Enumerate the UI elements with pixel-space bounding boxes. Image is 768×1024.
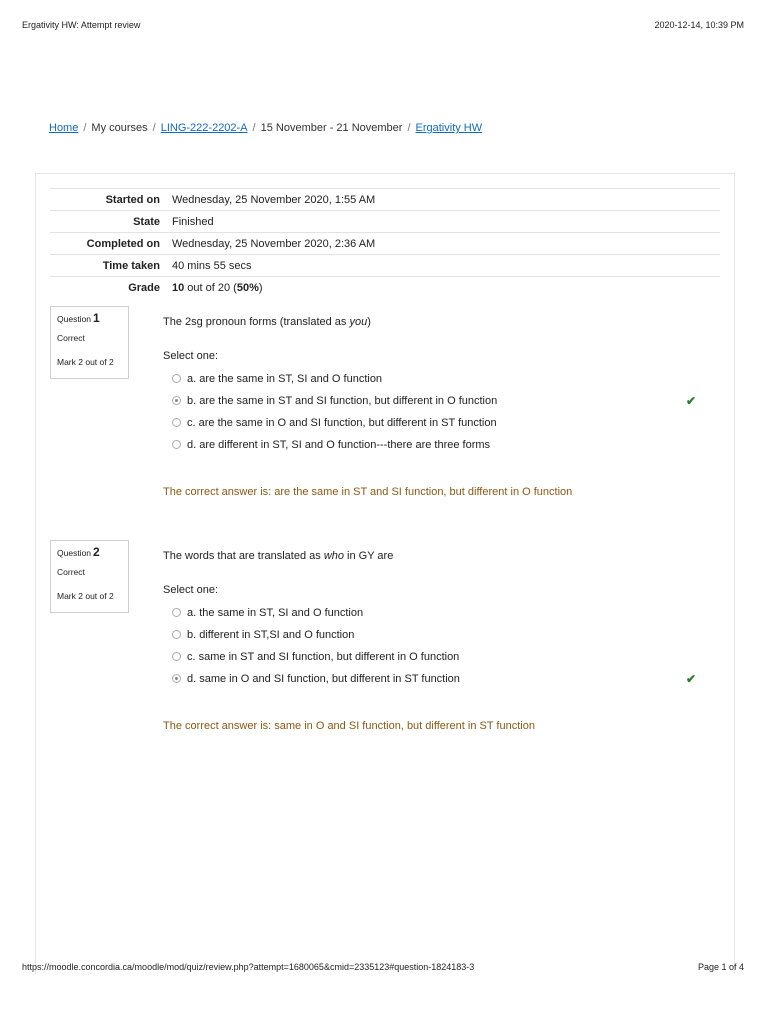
question-1-content <box>163 316 723 498</box>
breadcrumb-separator: / <box>83 122 87 134</box>
answer-option[interactable] <box>163 368 723 390</box>
state-value: Finished <box>172 215 214 228</box>
print-footer <box>22 962 744 972</box>
answer-list <box>163 368 723 456</box>
question-text-emphasis: who <box>323 550 344 562</box>
radio-icon[interactable] <box>172 418 181 427</box>
page-number: Page 1 of 4 <box>697 962 744 972</box>
question-word: Question <box>57 314 92 324</box>
radio-icon[interactable] <box>172 374 181 383</box>
question-2-info <box>50 540 129 613</box>
summary-row-state <box>50 211 720 233</box>
radio-icon[interactable] <box>172 630 181 639</box>
grade-score: 10 <box>172 281 185 294</box>
select-one-prompt: Select one: <box>163 584 219 596</box>
answer-option[interactable] <box>163 412 723 434</box>
summary-row-completed <box>50 233 720 255</box>
select-one-prompt: Select one: <box>163 350 219 362</box>
correct-answer-feedback: The correct answer is: are the same in ST and SI function, but different in O function <box>163 486 573 498</box>
breadcrumb <box>49 122 482 134</box>
answer-list <box>163 602 723 690</box>
grade-end: ) <box>258 281 263 294</box>
question-number: 1 <box>93 311 100 325</box>
answer-label: b. different in ST,SI and O function <box>187 629 355 641</box>
time-label: Time taken <box>102 259 160 272</box>
radio-selected-icon[interactable] <box>172 674 181 683</box>
print-title: Ergativity HW: Attempt review <box>22 20 141 30</box>
question-mark: Mark 2 out of 2 <box>57 591 114 601</box>
question-status: Correct <box>57 567 85 577</box>
question-text-part: The 2sg pronoun forms (translated as <box>163 316 350 328</box>
answer-label: b. are the same in ST and SI function, but different in O function <box>187 395 498 407</box>
question-word: Question <box>57 548 92 558</box>
question-mark: Mark 2 out of 2 <box>57 357 114 367</box>
print-header <box>22 20 744 30</box>
answer-option[interactable] <box>163 668 723 690</box>
started-label: Started on <box>105 193 160 206</box>
breadcrumb-my-courses: My courses <box>91 122 148 134</box>
completed-value: Wednesday, 25 November 2020, 2:36 AM <box>172 237 376 250</box>
grade-label: Grade <box>128 281 160 294</box>
question-2-content <box>163 550 723 732</box>
answer-label: a. are the same in ST, SI and O function <box>187 373 383 385</box>
grade-value <box>166 277 720 299</box>
question-text-emphasis: you <box>349 316 368 328</box>
quiz-review-card <box>35 173 735 974</box>
question-status: Correct <box>57 333 85 343</box>
print-datetime: 2020-12-14, 10:39 PM <box>654 20 744 30</box>
state-label: State <box>133 215 160 228</box>
breadcrumb-home-link[interactable]: Home <box>49 122 79 134</box>
radio-selected-icon[interactable] <box>172 396 181 405</box>
answer-label: d. are different in ST, SI and O function---there are three forms <box>187 439 491 451</box>
answer-option[interactable] <box>163 390 723 412</box>
breadcrumb-separator: / <box>252 122 256 134</box>
answer-label: c. same in ST and SI function, but different in O function <box>187 651 460 663</box>
breadcrumb-quiz-link[interactable]: Ergativity HW <box>415 122 483 134</box>
started-value: Wednesday, 25 November 2020, 1:55 AM <box>172 193 376 206</box>
answer-option[interactable] <box>163 434 723 456</box>
answer-label: d. same in O and SI function, but different in ST function <box>187 673 460 685</box>
question-number: 2 <box>93 545 100 559</box>
question-text <box>163 316 723 328</box>
summary-row-grade <box>50 277 720 299</box>
completed-label: Completed on <box>86 237 160 250</box>
grade-mid: out of 20 ( <box>184 281 237 294</box>
page-url: https://moodle.concordia.ca/moodle/mod/quiz/review.php?attempt=1680065&cmid=2335123#question-1824183-3 <box>22 962 475 972</box>
answer-option[interactable] <box>163 624 723 646</box>
correct-answer-feedback: The correct answer is: same in O and SI function, but different in ST function <box>163 720 535 732</box>
question-text-part: in GY are <box>344 550 394 562</box>
question-text-part: ) <box>367 316 371 328</box>
breadcrumb-separator: / <box>152 122 156 134</box>
breadcrumb-course-link[interactable]: LING-222-2202-A <box>160 122 248 134</box>
radio-icon[interactable] <box>172 440 181 449</box>
correct-check-icon: ✔ <box>686 672 697 686</box>
answer-option[interactable] <box>163 646 723 668</box>
summary-row-started <box>50 189 720 211</box>
correct-check-icon: ✔ <box>686 394 697 408</box>
radio-icon[interactable] <box>172 608 181 617</box>
answer-label: a. the same in ST, SI and O function <box>187 607 364 619</box>
breadcrumb-week: 15 November - 21 November <box>260 122 403 134</box>
time-value: 40 mins 55 secs <box>172 259 252 272</box>
answer-label: c. are the same in O and SI function, but different in ST function <box>187 417 497 429</box>
summary-row-time <box>50 255 720 277</box>
grade-percent: 50% <box>236 281 259 294</box>
question-text-part: The words that are translated as <box>163 550 324 562</box>
question-text <box>163 550 723 562</box>
breadcrumb-separator: / <box>407 122 411 134</box>
question-1-info <box>50 306 129 379</box>
answer-option[interactable] <box>163 602 723 624</box>
attempt-summary-table <box>50 188 720 298</box>
radio-icon[interactable] <box>172 652 181 661</box>
